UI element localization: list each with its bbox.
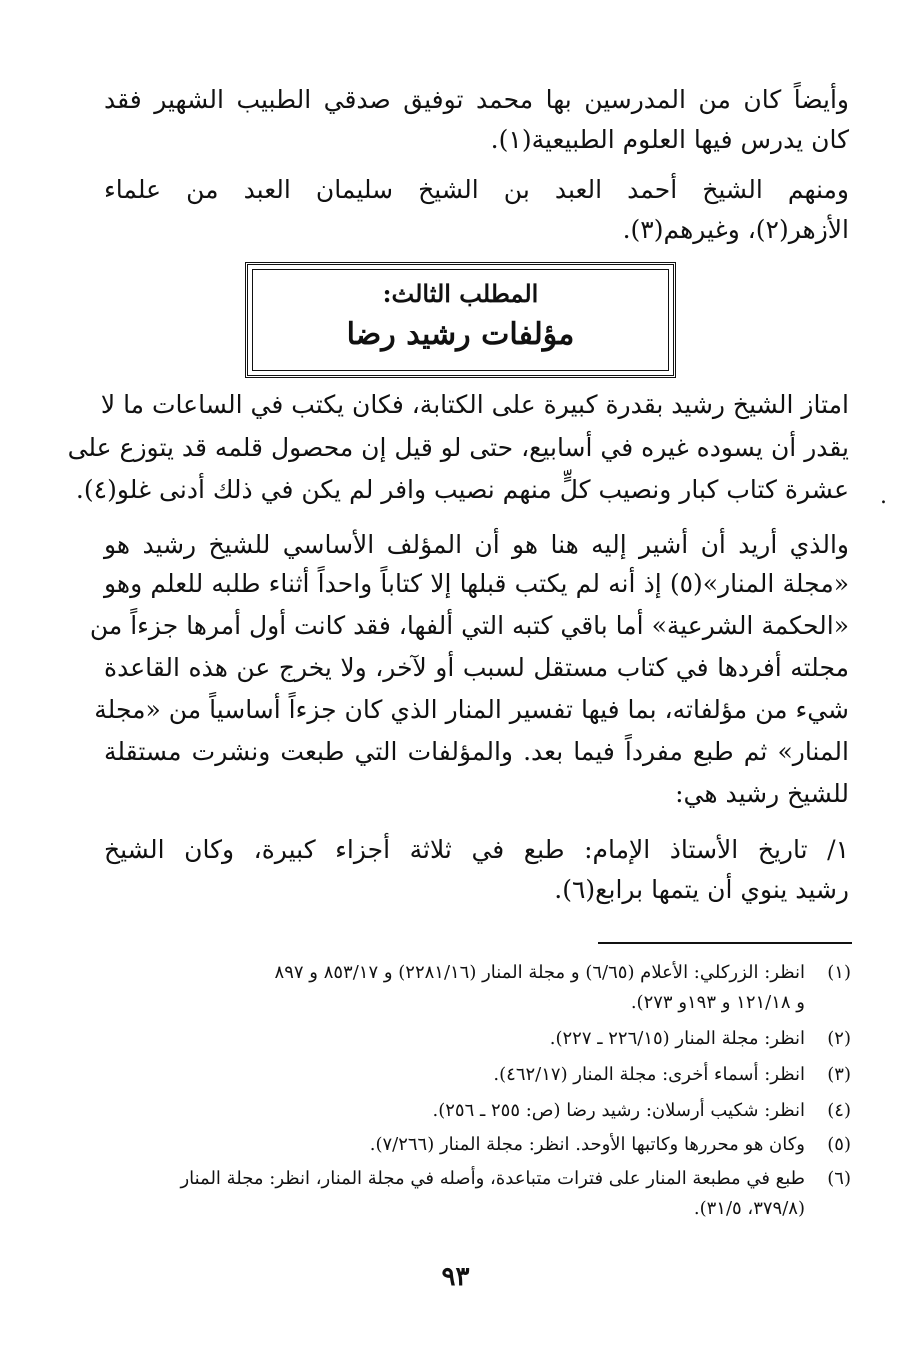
section-subtitle: مؤلفات رشيد رضا: [346, 317, 575, 352]
body-line: وأيضاً كان من المدرسين بها محمد توفيق صدقي الطبيب الشهير فقد: [104, 85, 849, 114]
body-line: «مجلة المنار»(٥) إذ أنه لم يكتب قبلها إلا كتاباً واحداً أثناء طلبه للعلم وهو: [104, 569, 850, 598]
footnote-number: (٢): [827, 1028, 851, 1049]
footnote-number: (٦): [827, 1168, 851, 1189]
footnote-line: انظر: أسماء أخرى: مجلة المنار (٤٦٢/١٧).: [493, 1064, 805, 1085]
footnote-line: طبع في مطبعة المنار على فترات متباعدة، وأصله في مجلة المنار، انظر: مجلة المنار: [180, 1168, 805, 1189]
footnote: [101, 1164, 851, 1224]
body-line: الأزهر(٢)، وغيرهم(٣).: [622, 215, 849, 244]
footnote-line: و ١٢١/١٨ و ١٩٣و ٢٧٣).: [630, 992, 805, 1013]
body-line: كان يدرس فيها العلوم الطبيعية(١).: [490, 125, 849, 154]
footnote: [101, 1060, 851, 1090]
body-line: شيء من مؤلفاته، بما فيها تفسير المنار الذي كان جزءاً أساسياً من «مجلة: [94, 695, 849, 724]
body-line: امتاز الشيخ رشيد بقدرة كبيرة على الكتابة، فكان يكتب في الساعات ما لا: [100, 390, 849, 419]
footnote-line: انظر: مجلة المنار (٢٢٦/١٥ ـ ٢٢٧).: [549, 1028, 805, 1049]
body-line: رشيد ينوي أن يتمها برابع(٦).: [554, 875, 849, 904]
body-line: للشيخ رشيد هي:: [675, 779, 849, 808]
footnote-line: انظر: شكيب أرسلان: رشيد رضا (ص: ٢٥٥ ـ ٢٥٦).: [432, 1100, 805, 1121]
margin-dot: .: [880, 484, 887, 509]
footnote: [101, 958, 851, 1018]
footnote-line: وكان هو محررها وكاتبها الأوحد. انظر: مجلة المنار (٧/٢٦٦).: [369, 1134, 805, 1155]
footnote-number: (٥): [827, 1134, 851, 1155]
section-heading-box: [245, 262, 676, 378]
body-line: مجلته أفردها في كتاب مستقل لسبب أو لآخر، ولا يخرج عن هذه القاعدة: [104, 653, 849, 682]
footnote-line: انظر: الزركلي: الأعلام (٦/٦٥) و مجلة المنار (٢٢٨١/١٦) و ٨٥٣/١٧ و ٨٩٧: [274, 962, 805, 983]
footnote-number: (٣): [827, 1064, 851, 1085]
body-line: «الحكمة الشرعية» أما باقي كتبه التي ألفها، فقد كانت أول أمرها جزءاً من: [89, 611, 849, 640]
body-line: ومنهم الشيخ أحمد العبد بن الشيخ سليمان العبد من علماء: [104, 175, 849, 204]
body-line: يقدر أن يسوده غيره في أسابيع، حتى لو قيل إن محصول قلمه قد يتوزع على: [67, 433, 849, 462]
footnote-number: (٤): [827, 1100, 851, 1121]
section-title: المطلب الثالث:: [382, 279, 539, 308]
page-number: ٩٣: [441, 1262, 470, 1292]
footnote-line: (٣٧٩/٨، ٣١/٥).: [693, 1198, 805, 1219]
footnote-separator: [598, 942, 852, 944]
footnote: [101, 1130, 851, 1160]
footnote: [101, 1024, 851, 1054]
body-line: المنار» ثم طبع مفرداً فيما بعد. والمؤلفات التي طبعت ونشرت مستقلة: [104, 737, 849, 766]
footnote: [101, 1096, 851, 1126]
footnote-number: (١): [827, 962, 851, 983]
body-line: ١/ تاريخ الأستاذ الإمام: طبع في ثلاثة أجزاء كبيرة، وكان الشيخ: [104, 835, 849, 864]
body-line: عشرة كتاب كبار ونصيب كلٍّ منهم نصيب وافر لم يكن في ذلك أدنى غلو(٤).: [75, 475, 849, 504]
body-line: والذي أريد أن أشير إليه هنا هو أن المؤلف الأساسي للشيخ رشيد هو: [104, 530, 849, 559]
